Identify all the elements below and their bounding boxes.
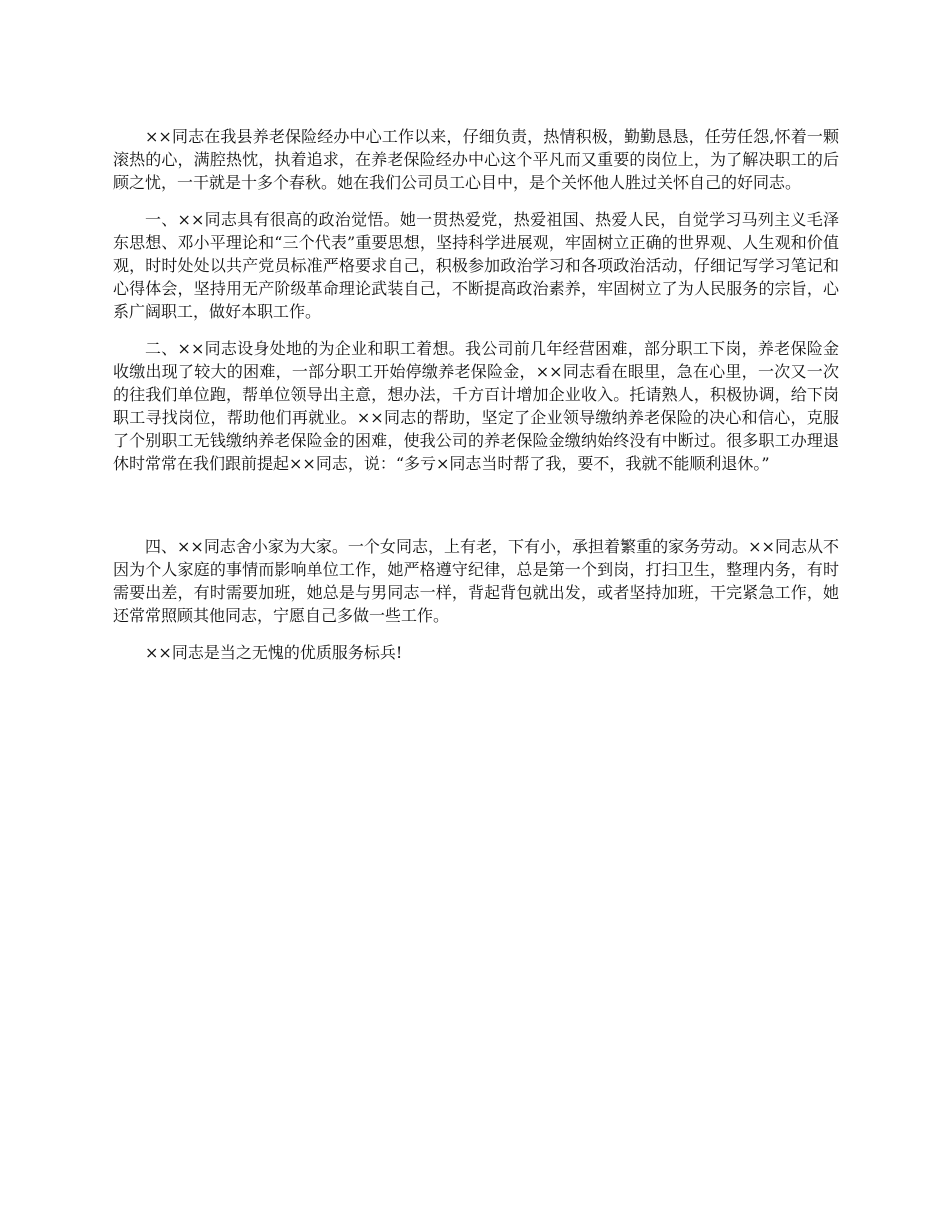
paragraph-family-sacrifice: 四、××同志舍小家为大家。一个女同志，上有老，下有小，承担着繁重的家务劳动。××同志从不因为个人家庭的事情而影响单位工作，她严格遵守纪律，总是第一个到岗，打扫卫生，整理内务，有时需要出差，有时需要加班，她总是与男同志一样，背起背包就出发，或者坚持加班，干完紧急工作，她还常常照顾其他同志，宁愿自己多做一些工作。: [113, 537, 839, 625]
paragraph-conclusion: ××同志是当之无愧的优质服务标兵!: [145, 643, 403, 662]
paragraph-enterprise-support: 二、××同志设身处地的为企业和职工着想。我公司前几年经营困难，部分职工下岗，养老保险金收缴出现了较大的困难，一部分职工开始停缴养老保险金，××同志看在眼里，急在心里，一次又一次的往我们单位跑，帮单位领导出主意，想办法，千方百计增加企业收入。托请熟人，积极协调，给下岗职工寻找岗位，帮助他们再就业。××同志的帮助，坚定了企业领导缴纳养老保险的决心和信心，克服了个别职工无钱缴纳养老保险金的困难，使我公司的养老保险金缴纳始终没有中断过。很多职工办理退休时常常在我们跟前提起××同志，说：“多亏×同志当时帮了我，要不，我就不能顺利退休。”: [113, 339, 839, 473]
document-body: [113, 125, 839, 664]
paragraph-intro: ××同志在我县养老保险经办中心工作以来，仔细负责，热情积极，勤勤恳恳，任劳任怨,怀着一颗滚热的心，满腔热忱，执着追求，在养老保险经办中心这个平凡而又重要的岗位上，为了解决职工的后顾之忧，一干就是十多个春秋。她在我们公司员工心目中，是个关怀他人胜过关怀自己的好同志。: [113, 127, 839, 192]
paragraph-political-awareness: 一、××同志具有很高的政治觉悟。她一贯热爱党，热爱祖国、热爱人民，自觉学习马列主义毛泽东思想、邓小平理论和“三个代表”重要思想，坚持科学进展观，牢固树立正确的世界观、人生观和价值观，时时处处以共产党员标准严格要求自己，积极参加政治学习和各项政治活动，仔细记写学习笔记和心得体会，坚持用无产阶级革命理论武装自己，不断提高政治素养，牢固树立了为人民服务的宗旨，心系广阔职工，做好本职工作。: [113, 210, 839, 321]
